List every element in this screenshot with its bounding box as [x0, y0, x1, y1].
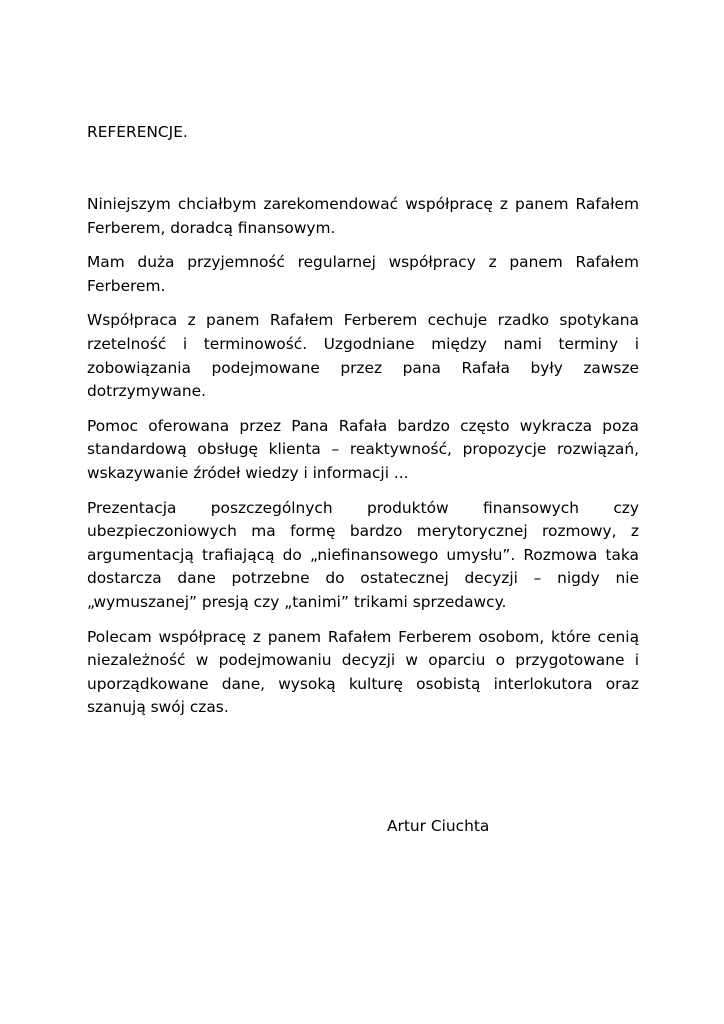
paragraph-reliability: Współpraca z panem Rafałem Ferberem cechuje rzadko spotykana rzetelność i terminowość. Uzgodniane między nami terminy i zobowiązania podejmowane przez pana Rafała były zawsze dotrzymywane. — [87, 311, 639, 401]
paragraph-pleasure: Mam duża przyjemność regularnej współpracy z panem Rafałem Ferberem. — [87, 253, 639, 295]
paragraph-closing: Polecam współpracę z panem Rafałem Ferberem osobom, które cenią niezależność w podejmowaniu decyzji w oparciu o przygotowane i uporządkowane dane, wysoką kulturę osobistą interlokutora oraz szanują swój czas. — [87, 627, 639, 717]
paragraph-recommendation: Niniejszym chciałbym zarekomendować współpracę z panem Rafałem Ferberem, doradcą finansowym. — [87, 195, 639, 237]
document-title: REFERENCJE. — [87, 123, 188, 141]
document-body — [87, 193, 639, 731]
signature: Artur Ciuchta — [387, 817, 490, 835]
paragraph-presentation: Prezentacja poszczególnych produktów finansowych czy ubezpieczoniowych ma formę bardzo merytorycznej rozmowy, z argumentacją trafiającą do „niefinansowego umysłu”. Rozmowa taka dostarcza dane potrzebne do ostatecznej decyzji – nigdy nie „wymuszanej” presją czy „tanimi” trikami sprzedawcy. — [87, 498, 639, 611]
paragraph-assistance: Pomoc oferowana przez Pana Rafała bardzo często wykracza poza standardową obsługę klienta – reaktywność, propozycje rozwiązań, wskazywanie źródeł wiedzy i informacji ... — [87, 416, 639, 482]
